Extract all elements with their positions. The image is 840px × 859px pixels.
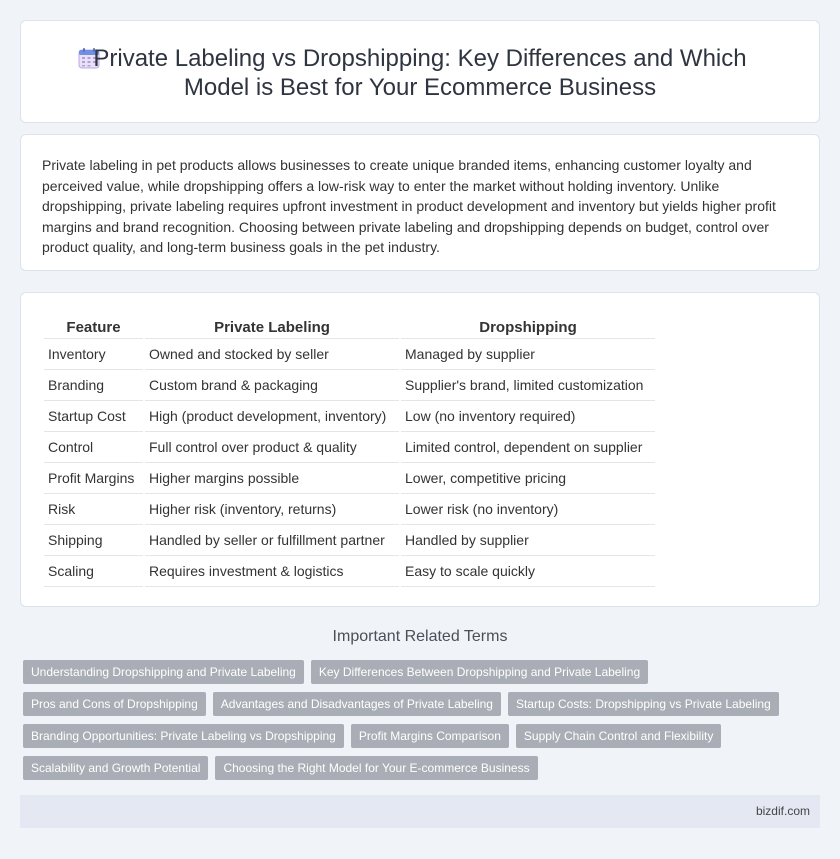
dropshipping-cell: Managed by supplier bbox=[401, 339, 655, 370]
feature-cell: Scaling bbox=[44, 556, 143, 587]
page-title: Private Labeling vs Dropshipping: Key Differences and Which Model is Best for Your Ecommerce Business bbox=[93, 45, 747, 101]
related-term-tag[interactable]: Profit Margins Comparison bbox=[351, 724, 509, 748]
table-row bbox=[44, 339, 655, 370]
footer-site-link[interactable]: bizdif.com bbox=[755, 804, 810, 818]
summary-card bbox=[20, 134, 820, 271]
private-labeling-cell: Full control over product & quality bbox=[145, 432, 399, 463]
related-term-tag[interactable]: Understanding Dropshipping and Private Labeling bbox=[23, 660, 304, 684]
summary-text: Private labeling in pet products allows businesses to create unique branded items, enhancing customer loyalty and perceived value, while dropshipping offers a low-risk way to enter the market without holding inventory. Unlike dropshipping, private labeling requires upfront investment in product development and inventory but yields higher profit margins and brand recognition. Choosing between private labeling and dropshipping depends on budget, control over product quality, and long-term business goals in the pet industry. bbox=[42, 157, 776, 255]
title-card bbox=[20, 20, 820, 123]
related-term-tag[interactable]: Startup Costs: Dropshipping vs Private Labeling bbox=[508, 692, 779, 716]
dropshipping-cell: Limited control, dependent on supplier bbox=[401, 432, 655, 463]
table-row bbox=[44, 432, 655, 463]
dropshipping-cell: Lower, competitive pricing bbox=[401, 463, 655, 494]
comparison-card bbox=[20, 292, 820, 607]
related-term-tag[interactable]: Key Differences Between Dropshipping and Private Labeling bbox=[311, 660, 648, 684]
related-terms-list bbox=[23, 660, 823, 788]
private-labeling-cell: High (product development, inventory) bbox=[145, 401, 399, 432]
table-row bbox=[44, 556, 655, 587]
table-row bbox=[44, 525, 655, 556]
footer bbox=[20, 795, 820, 828]
table-row bbox=[44, 494, 655, 525]
related-term-tag[interactable]: Choosing the Right Model for Your E-commerce Business bbox=[215, 756, 537, 780]
feature-cell: Shipping bbox=[44, 525, 143, 556]
table-row bbox=[44, 370, 655, 401]
feature-cell: Startup Cost bbox=[44, 401, 143, 432]
feature-cell: Inventory bbox=[44, 339, 143, 370]
private-labeling-cell: Handled by seller or fulfillment partner bbox=[145, 525, 399, 556]
related-term-tag[interactable]: Scalability and Growth Potential bbox=[23, 756, 208, 780]
private-labeling-cell: Higher margins possible bbox=[145, 463, 399, 494]
comparison-table bbox=[42, 317, 657, 587]
dropshipping-cell: Handled by supplier bbox=[401, 525, 655, 556]
dropshipping-cell: Low (no inventory required) bbox=[401, 401, 655, 432]
header-private-labeling: Private Labeling bbox=[145, 317, 399, 339]
feature-cell: Profit Margins bbox=[44, 463, 143, 494]
dropshipping-cell: Easy to scale quickly bbox=[401, 556, 655, 587]
dropshipping-cell: Supplier's brand, limited customization bbox=[401, 370, 655, 401]
feature-cell: Control bbox=[44, 432, 143, 463]
private-labeling-cell: Higher risk (inventory, returns) bbox=[145, 494, 399, 525]
header-feature: Feature bbox=[44, 317, 143, 339]
private-labeling-cell: Requires investment & logistics bbox=[145, 556, 399, 587]
header-dropshipping: Dropshipping bbox=[401, 317, 655, 339]
table-row bbox=[44, 401, 655, 432]
table-header-row bbox=[44, 317, 655, 339]
related-terms-heading: Important Related Terms bbox=[332, 628, 508, 645]
table-row bbox=[44, 463, 655, 494]
related-term-tag[interactable]: Advantages and Disadvantages of Private Labeling bbox=[213, 692, 501, 716]
related-term-tag[interactable]: Supply Chain Control and Flexibility bbox=[516, 724, 721, 748]
feature-cell: Risk bbox=[44, 494, 143, 525]
private-labeling-cell: Owned and stocked by seller bbox=[145, 339, 399, 370]
dropshipping-cell: Lower risk (no inventory) bbox=[401, 494, 655, 525]
related-term-tag[interactable]: Pros and Cons of Dropshipping bbox=[23, 692, 206, 716]
feature-cell: Branding bbox=[44, 370, 143, 401]
related-term-tag[interactable]: Branding Opportunities: Private Labeling vs Dropshipping bbox=[23, 724, 344, 748]
private-labeling-cell: Custom brand & packaging bbox=[145, 370, 399, 401]
